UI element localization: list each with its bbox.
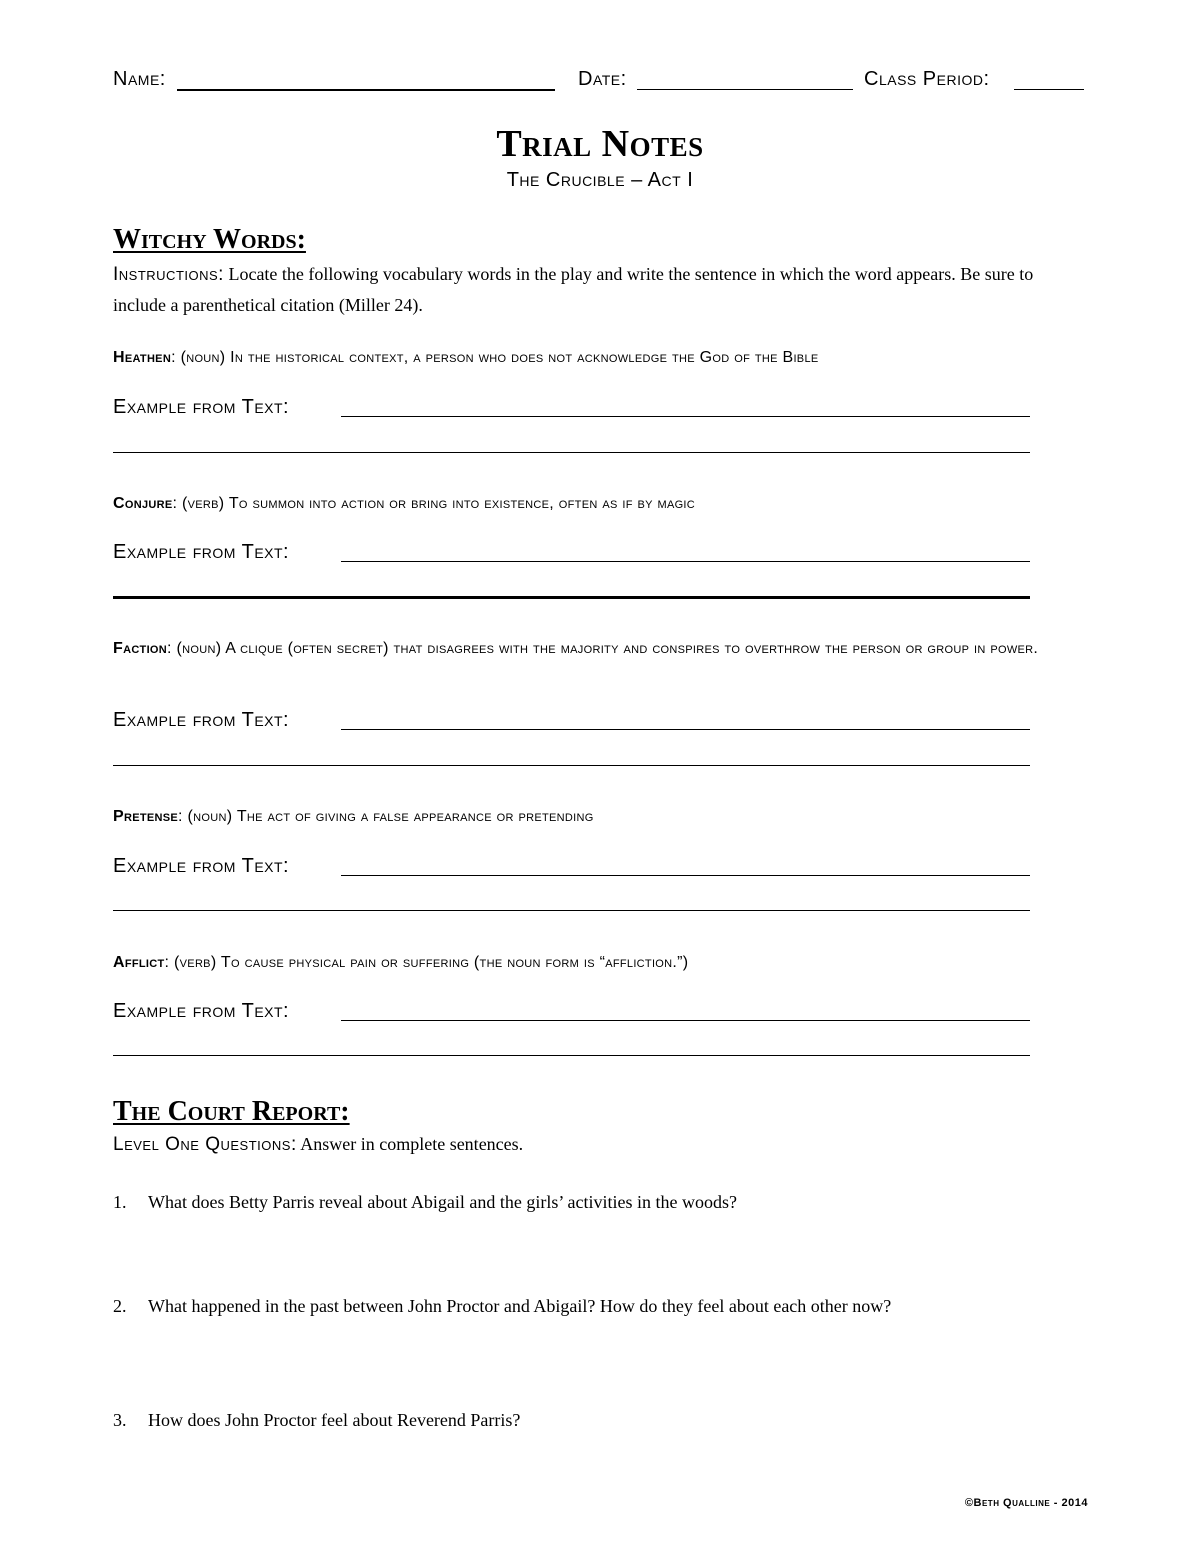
answer-line[interactable]	[341, 1020, 1030, 1021]
question-text: What happened in the past between John Proctor and Abigail? How do they feel about each other now?	[148, 1296, 892, 1316]
question-2	[113, 1296, 1073, 1317]
level-one-text: Answer in complete sentences.	[300, 1134, 524, 1154]
instructions-text: Locate the following vocabulary words in the play and write the sentence in which the word appears. Be sure to include a parenthetical citation (Miller 24).	[113, 264, 1034, 315]
answer-line[interactable]	[113, 765, 1030, 766]
level-one-instructions	[113, 1134, 523, 1156]
example-label: Example from Text:	[113, 1000, 290, 1022]
date-blank[interactable]	[637, 89, 853, 90]
class-period-label: Class Period:	[864, 68, 990, 90]
vocab-item-heathen	[113, 346, 1088, 370]
vocab-item-pretense	[113, 805, 1088, 829]
page-title: Trial Notes	[496, 123, 704, 165]
answer-line[interactable]	[341, 416, 1030, 417]
court-report-heading: The Court Report:	[113, 1096, 350, 1127]
question-number: 3.	[113, 1410, 127, 1430]
question-3	[113, 1410, 1073, 1431]
vocab-term: Conjure	[113, 495, 173, 512]
example-label: Example from Text:	[113, 855, 290, 877]
name-blank[interactable]	[177, 89, 555, 91]
page-subtitle: The Crucible – Act I	[506, 169, 694, 191]
class-period-blank[interactable]	[1014, 89, 1084, 90]
vocab-term: Afflict	[113, 954, 165, 971]
vocab-item-conjure	[113, 492, 1088, 516]
vocab-definition: : (verb) To summon into action or bring into existence, often as if by magic	[172, 495, 696, 512]
level-one-label: Level One Questions:	[113, 1134, 297, 1155]
witchy-words-heading: Witchy Words:	[113, 224, 306, 255]
answer-line[interactable]	[113, 596, 1030, 599]
vocab-definition: : (verb) To cause physical pain or suffering (the noun form is “affliction.”)	[164, 954, 689, 971]
answer-line[interactable]	[113, 910, 1030, 911]
copyright-footer: ©Beth Qualline - 2014	[964, 1497, 1088, 1509]
vocab-definition: : (noun) In the historical context, a person who does not acknowledge the God of the Bible	[171, 349, 819, 366]
instructions-label: Instructions:	[113, 264, 224, 285]
name-label: Name:	[113, 68, 166, 90]
vocab-item-afflict	[113, 951, 1088, 975]
example-label: Example from Text:	[113, 541, 290, 563]
question-number: 1.	[113, 1192, 127, 1212]
instructions	[113, 259, 1073, 320]
vocab-term: Heathen	[113, 349, 172, 366]
vocab-item-faction	[113, 637, 1088, 661]
example-label: Example from Text:	[113, 396, 290, 418]
question-1	[113, 1192, 1073, 1213]
date-label: Date:	[578, 68, 627, 90]
vocab-definition: : (noun) The act of giving a false appearance or pretending	[178, 808, 594, 825]
answer-line[interactable]	[341, 875, 1030, 876]
example-label: Example from Text:	[113, 709, 290, 731]
vocab-definition: : (noun) A clique (often secret) that disagrees with the majority and conspires to overthrow the person or group in power.	[167, 640, 1039, 657]
question-text: How does John Proctor feel about Reverend Parris?	[148, 1410, 521, 1430]
answer-line[interactable]	[341, 729, 1030, 730]
answer-line[interactable]	[113, 452, 1030, 453]
vocab-term: Pretense	[113, 808, 179, 825]
vocab-term: Faction	[113, 640, 168, 657]
answer-line[interactable]	[341, 561, 1030, 562]
answer-line[interactable]	[113, 1055, 1030, 1056]
question-number: 2.	[113, 1296, 127, 1316]
question-text: What does Betty Parris reveal about Abigail and the girls’ activities in the woods?	[148, 1192, 738, 1212]
